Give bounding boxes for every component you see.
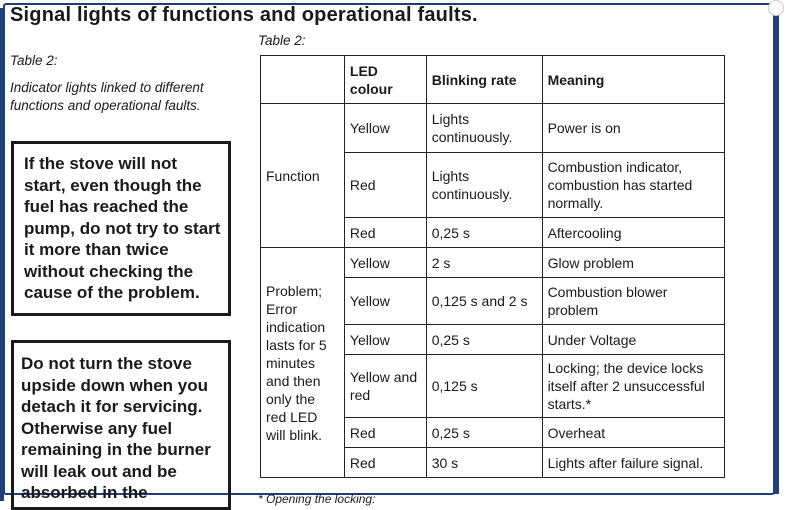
led-cell: Yellow [344,248,426,278]
meaning-cell: Overheat [542,418,724,448]
rate-cell: 0,125 s and 2 s [426,278,542,325]
left-table-label: Table 2: [10,53,58,68]
led-cell: Red [344,448,426,478]
corner-handle-icon [768,0,784,16]
meaning-cell: Aftercooling [542,218,724,248]
group-problem: Problem; Error indication lasts for 5 minutes and then only the red LED will blink. [261,248,345,478]
warning-box-restart [11,141,231,316]
header-blinking-rate: Blinking rate [426,56,542,104]
meaning-cell: Combustion blower problem [542,278,724,325]
header-led-colour: LED colour [344,56,426,104]
left-table-description: Indicator lights linked to different functions and operational faults. [10,80,204,113]
table-footnote: * Opening the locking: [258,492,376,506]
rate-cell: Lights continuously. [426,104,542,153]
led-cell: Yellow [344,278,426,325]
rate-cell: 0,125 s [426,355,542,418]
rate-cell: Lights continuously. [426,153,542,218]
meaning-cell: Locking; the device locks itself after 2 unsuccessful starts.* [542,355,724,418]
table-row [261,248,725,278]
group-function: Function [261,104,345,248]
led-cell: Yellow [344,325,426,355]
table-header-row [261,56,725,104]
meaning-cell: Power is on [542,104,724,153]
table-row [261,104,725,153]
table-caption: Table 2: [258,33,306,48]
led-cell: Yellow and red [344,355,426,418]
rate-cell: 2 s [426,248,542,278]
header-meaning: Meaning [542,56,724,104]
warning-text-upside-down: Do not turn the stove upside down when you detach it for servicing. Otherwise any fuel remaining in the burner will leak out and be absorbed in the [21,354,211,502]
led-cell: Red [344,153,426,218]
signal-lights-table [260,55,725,478]
meaning-cell: Glow problem [542,248,724,278]
led-cell: Red [344,418,426,448]
rate-cell: 0,25 s [426,325,542,355]
rate-cell: 0,25 s [426,218,542,248]
warning-box-upside-down [11,340,231,510]
meaning-cell: Lights after failure signal. [542,448,724,478]
rate-cell: 30 s [426,448,542,478]
meaning-cell: Under Voltage [542,325,724,355]
page-title: Signal lights of functions and operational faults. [10,4,478,26]
rate-cell: 0,25 s [426,418,542,448]
header-group [261,56,345,104]
warning-text-restart: If the stove will not start, even though the fuel has reached the pump, do not try to start it more than twice without checking the cause of the problem. [24,154,221,302]
meaning-cell: Combustion indicator, combustion has started normally. [542,153,724,218]
led-cell: Red [344,218,426,248]
led-cell: Yellow [344,104,426,153]
